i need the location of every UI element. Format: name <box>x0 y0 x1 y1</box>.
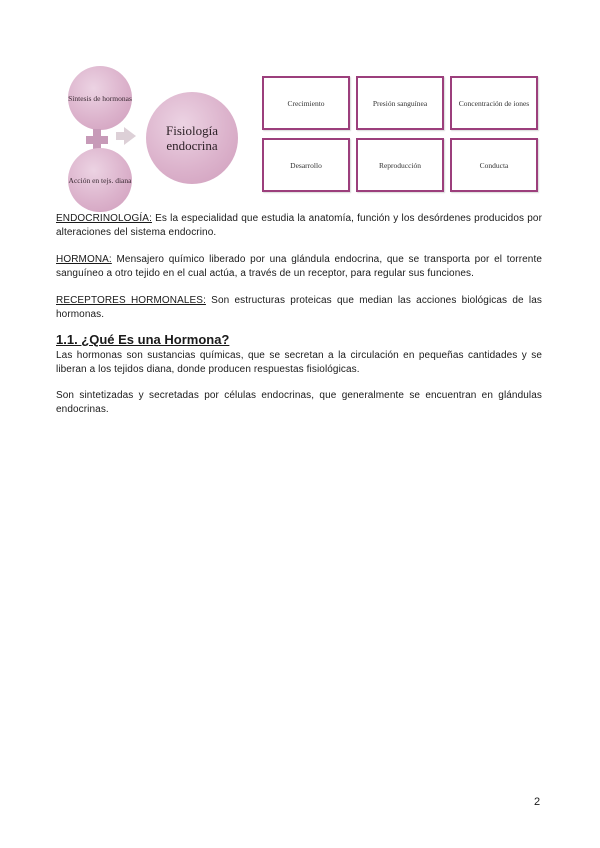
box-iones <box>450 76 538 130</box>
definition-receptores: Son estructuras proteicas que median las acciones biológicas de las hormonas. <box>56 295 542 320</box>
term-hormona: HORMONA: <box>56 254 112 265</box>
box-label: Presión sanguínea <box>372 98 428 108</box>
box-label: Crecimiento <box>287 98 325 108</box>
box-conducta <box>450 138 538 192</box>
circle-sintesis <box>68 66 132 130</box>
box-label: Desarrollo <box>290 160 322 170</box>
box-label: Conducta <box>479 160 509 170</box>
box-reproduccion <box>356 138 444 192</box>
arrow-right-icon <box>124 127 136 145</box>
section-heading: 1.1. ¿Qué Es una Hormona? <box>56 332 230 347</box>
paragraph-receptores <box>56 294 542 322</box>
definition-endocrinologia: Es la especialidad que estudia la anatomía, función y los desórdenes producidos por alteraciones del sistema endocrino. <box>56 213 542 238</box>
circle-fisiologia <box>146 92 238 184</box>
circle-accion <box>68 148 132 212</box>
page-number: 2 <box>534 796 541 808</box>
circle-fisiologia-label: Fisiología endocrina <box>165 123 218 153</box>
paragraph-endocrinologia <box>56 212 542 240</box>
paragraph-hormona <box>56 253 542 281</box>
box-label: Concentración de iones <box>458 98 530 108</box>
term-receptores: RECEPTORES HORMONALES: <box>56 295 206 306</box>
circle-sintesis-label: Síntesis de hormonas <box>68 93 132 103</box>
term-endocrinologia: ENDOCRINOLOGÍA: <box>56 213 152 224</box>
paragraph-hormonas-1: Las hormonas son sustancias químicas, que se secretan a la circulación en pequeñas cantidades y se liberan a los tejidos diana, donde producen respuestas fisiológicas. <box>56 350 542 375</box>
definition-hormona: Mensajero químico liberado por una glándula endocrina, que se transporta por el torrente sanguíneo a otro tejido en el cual actúa, a través de un receptor, para regular sus funciones. <box>56 254 542 279</box>
box-label: Reproducción <box>378 160 422 170</box>
paragraph-hormonas-2: Son sintetizadas y secretadas por células endocrinas, que generalmente se encuentran en glándulas endocrinas. <box>56 390 542 415</box>
box-crecimiento <box>262 76 350 130</box>
circle-accion-label: Acción en tejs. diana <box>68 175 132 185</box>
box-presion <box>356 76 444 130</box>
box-desarrollo <box>262 138 350 192</box>
endocrine-diagram <box>56 56 544 202</box>
